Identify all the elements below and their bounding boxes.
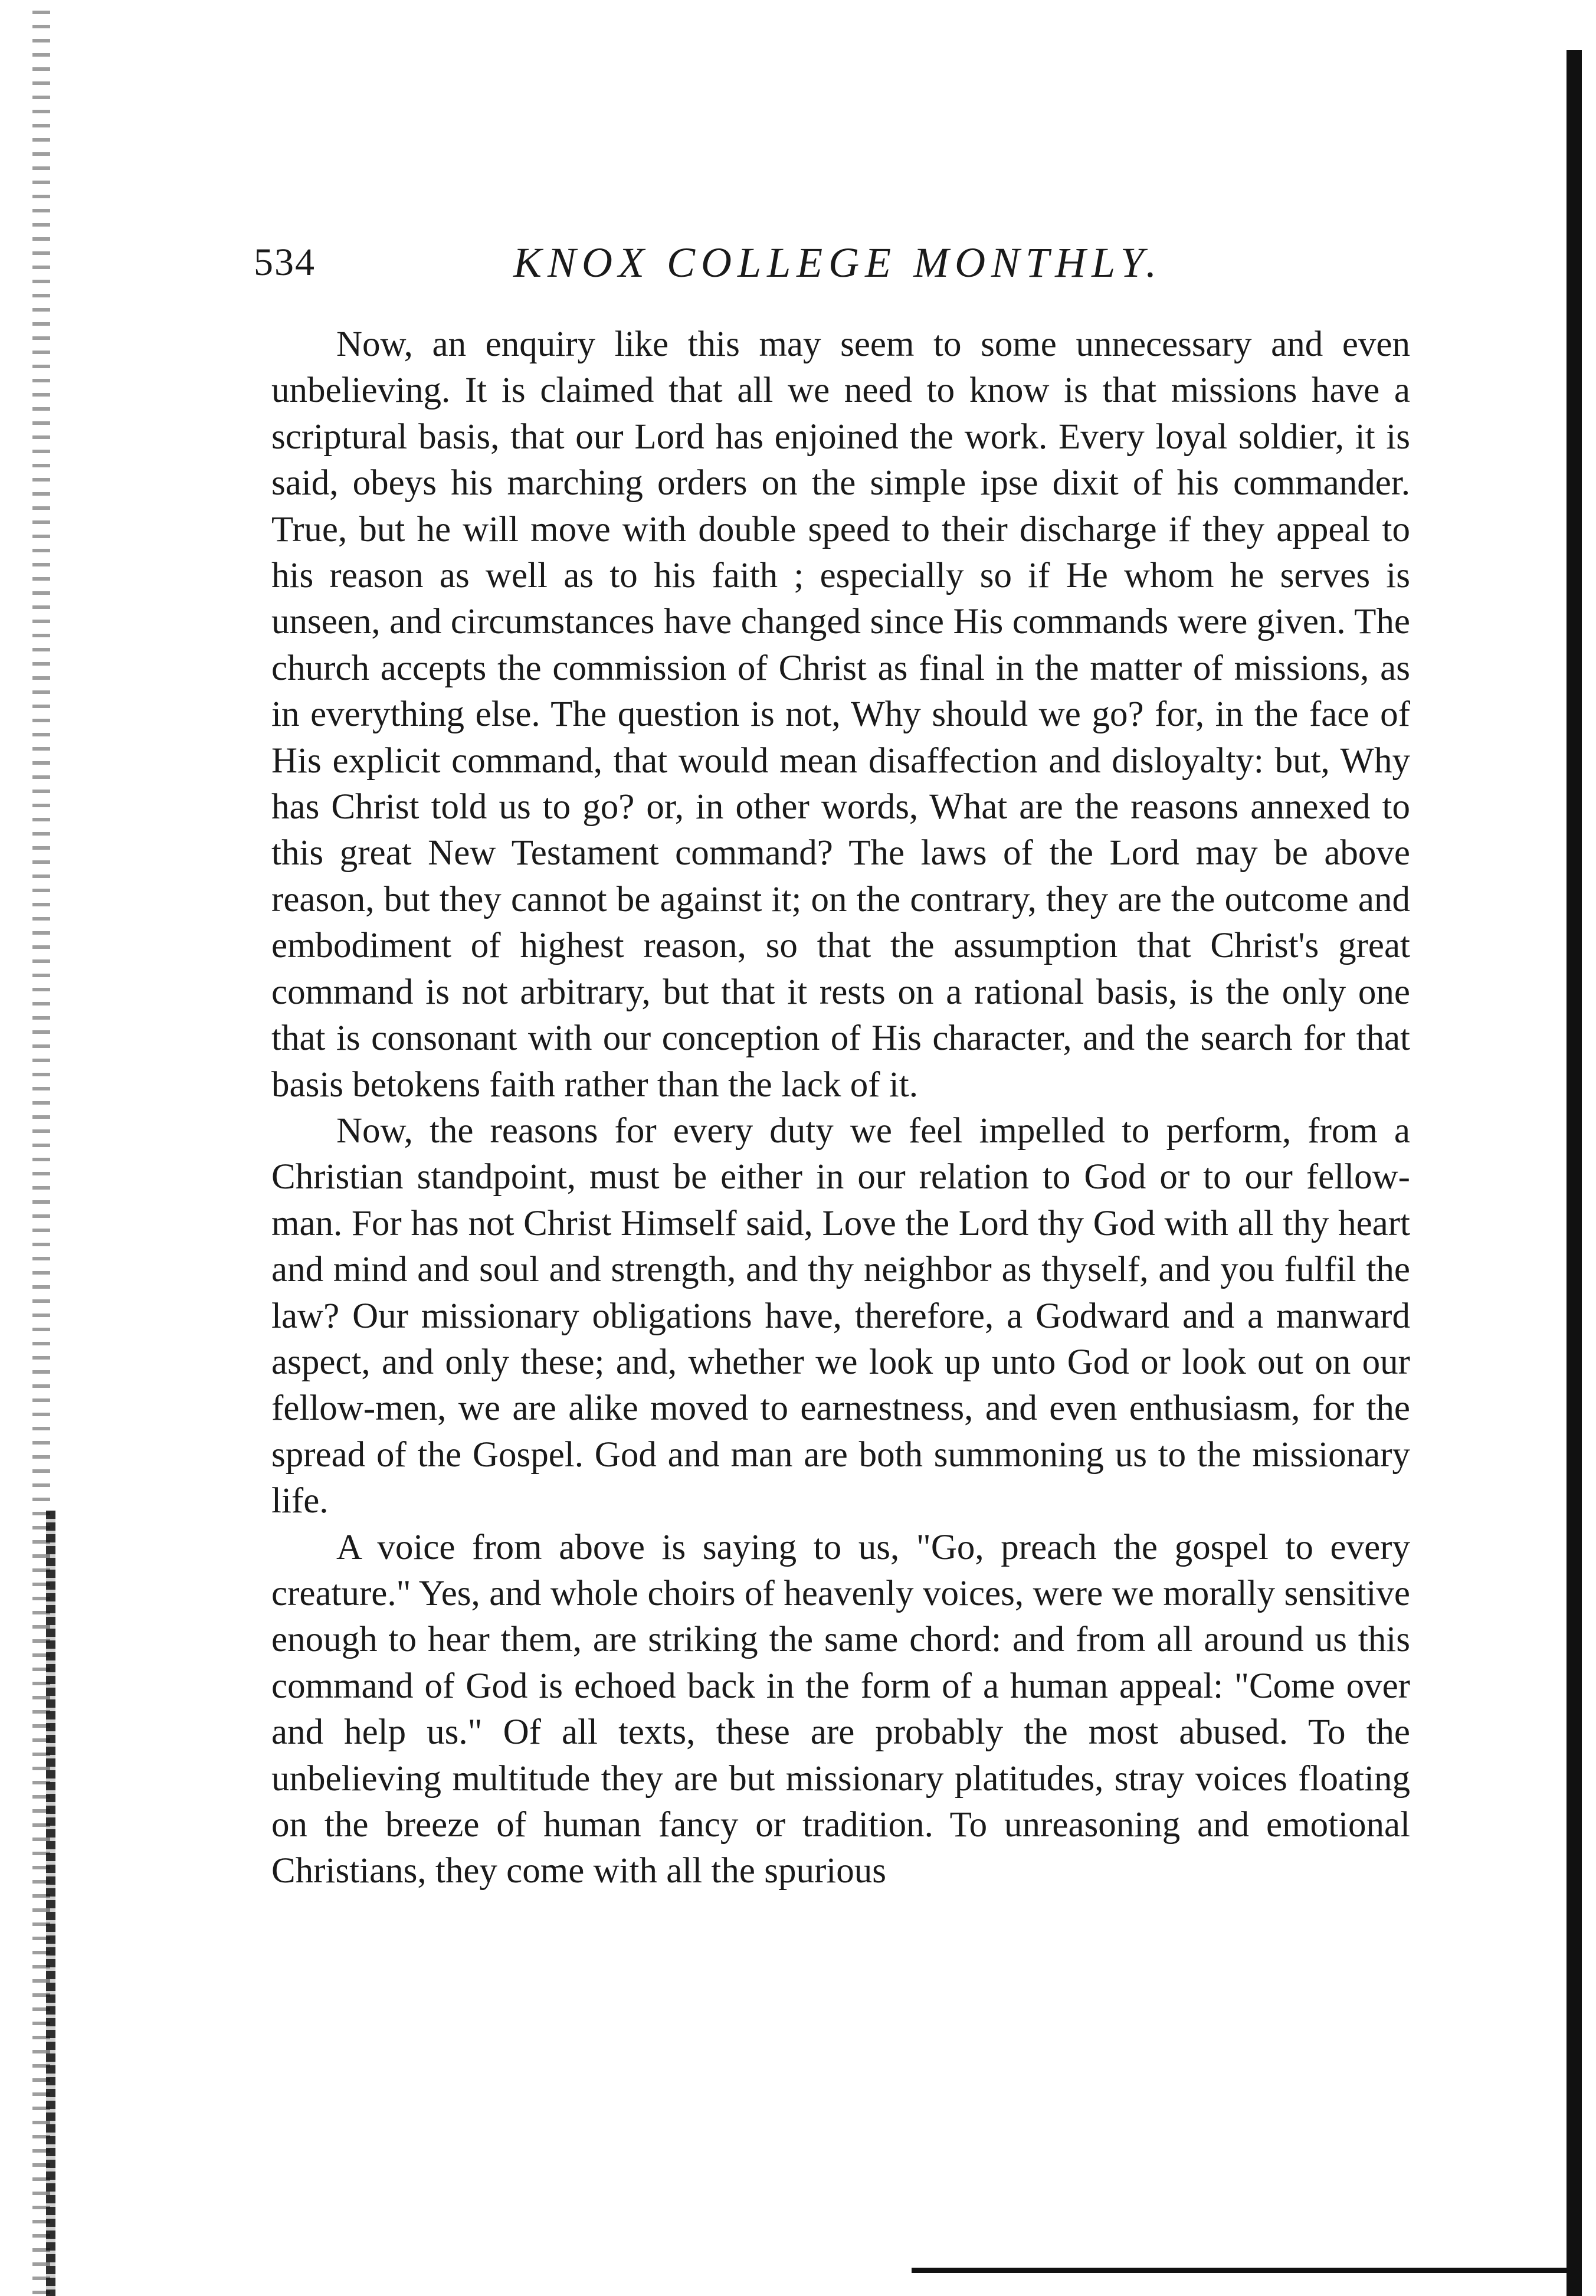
paragraph-1: Now, an enquiry like this may seem to some unnecessary and even unbelieving. It is claimed that all we need to know is that missions have a scriptural basis, that our Lord has enjoined the work. Every loyal soldier, it is said, obeys his marching orders on the simple ipse dixit of his commander. True, but he will move with double speed to their discharge if they appeal to his reason as well as to his faith ; especially so if He whom he serves is unseen, and circumstances have changed since His commands were given. The church accepts the commission of Christ as final in the matter of missions, as in everything else. The question is not, Why should we go? for, in the face of His explicit command, that would mean disaffection and disloyalty: but, Why has Christ told us to go? or, in other words, What are the reasons annexed to this great New Testament command? The laws of the Lord may be above reason, but they cannot be against it; on the contrary, they are the outcome and embodiment of highest reason, so that the assumption that Christ's great command is not arbitrary, but that it rests on a rational basis, is the only one that is consonant with our conception of His character, and the search for that basis betokens faith rather than the lack of it. bbox=[271, 325, 1410, 1105]
scan-bottom-line bbox=[912, 2268, 1566, 2273]
paragraph-3: A voice from above is saying to us, "Go, preach the gospel to every creature." Yes, and whole choirs of heavenly voices, were we morally sensitive enough to hear them, are striking the same chord: and from all around us this command of God is echoed back in the form of a human appeal: "Come over and help us." Of all texts, these are probably the most abused. To the unbelieving multitude they are but missionary platitudes, stray voices floating on the breeze of human fancy or tradition. To unreasoning and emotional Christians, they come with all the spurious bbox=[271, 1527, 1410, 1891]
article-body bbox=[271, 322, 1410, 1895]
scan-right-border bbox=[1566, 50, 1582, 2296]
page-number: 534 bbox=[254, 241, 316, 284]
scan-left-edge-lower bbox=[46, 1511, 55, 2296]
paragraph-2: Now, the reasons for every duty we feel impelled to perform, from a Christian standpoint, must be either in our relation to God or to our fellow-man. For has not Christ Himself said, Love the Lord thy God with all thy heart and mind and soul and strength, and thy neighbor as thyself, and you fulfil the law? Our missionary obligations have, therefore, a Godward and a manward aspect, and only these; and, whether we look up unto God or look out on our fellow-men, we are alike moved to earnestness, and even enthusiasm, for the spread of the Gospel. God and man are both summoning us to the missionary life. bbox=[271, 1111, 1410, 1521]
running-title: KNOX COLLEGE MONTHLY. bbox=[513, 239, 1163, 286]
running-header bbox=[254, 236, 1410, 295]
